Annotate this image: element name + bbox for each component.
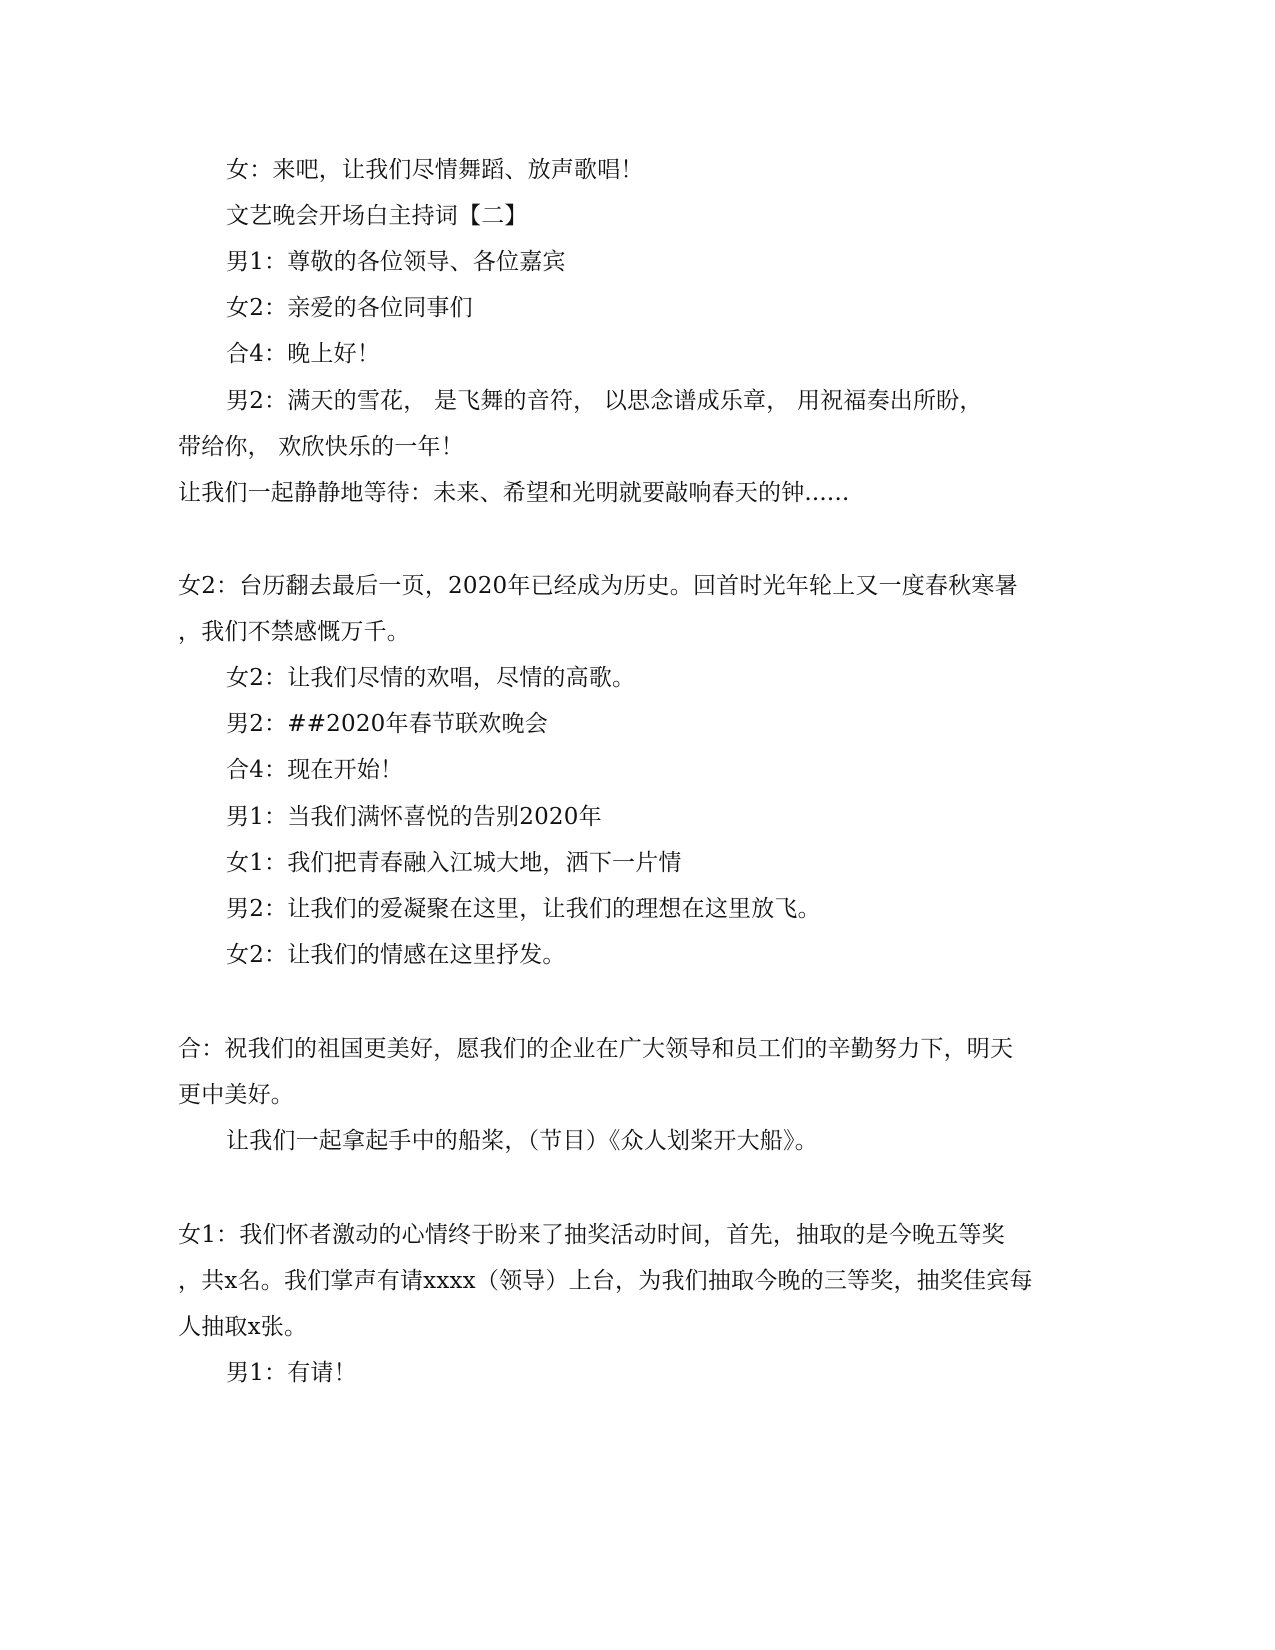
text-line: 男2：满天的雪花， 是飞舞的音符， 以思念谱成乐章， 用祝福奏出所盼， [226,388,983,414]
text-line: 合：祝我们的祖国更美好，愿我们的企业在广大领导和员工们的辛勤努力下，明天 [178,1036,1014,1062]
text-line: 女2：让我们的情感在这里抒发。 [226,942,566,968]
text-line: 女1：我们把青春融入江城大地，洒下一片情 [226,850,682,876]
text-line: 合4：现在开始！ [226,757,404,783]
text-line: 合4：晚上好！ [226,341,381,367]
text-line: 女2：亲爱的各位同事们 [226,295,473,321]
text-line: 女2：让我们尽情的欢唱，尽情的高歌。 [226,665,636,691]
text-line: 男2：让我们的爱凝聚在这里，让我们的理想在这里放飞。 [226,896,821,922]
section-heading: 文艺晚会开场白主持词【二】 [226,203,528,229]
text-line: 让我们一起静静地等待：未来、希望和光明就要敲响春天的钟...... [178,480,850,506]
text-line: 女1：我们怀者激动的心情终于盼来了抽奖活动时间，首先，抽取的是今晚五等奖 [178,1222,1005,1248]
text-line: ，共x名。我们掌声有请xxxx（领导）上台，为我们抽取今晚的三等奖，抽奖佳宾每 [178,1268,1033,1294]
text-line: 让我们一起拿起手中的船桨，（节目）《众人划桨开大船》。 [226,1128,818,1154]
text-line: 男2：##2020年春节联欢晚会 [226,711,548,737]
text-line: 更中美好。 [178,1082,294,1108]
text-line: 人抽取x张。 [178,1314,308,1340]
text-line: 带给你， 欢欣快乐的一年！ [178,434,464,460]
text-line: 女2：台历翻去最后一页，2020年已经成为历史。回首时光年轮上又一度春秋寒暑 [178,573,1018,599]
text-line: 男1：尊敬的各位领导、各位嘉宾 [226,249,566,275]
text-line: 男1：当我们满怀喜悦的告别2020年 [226,804,602,830]
text-line: 女：来吧，让我们尽情舞蹈、放声歌唱！ [226,157,644,183]
text-line: 男1：有请！ [226,1360,357,1386]
text-line: ，我们不禁感慨万千。 [178,619,410,645]
